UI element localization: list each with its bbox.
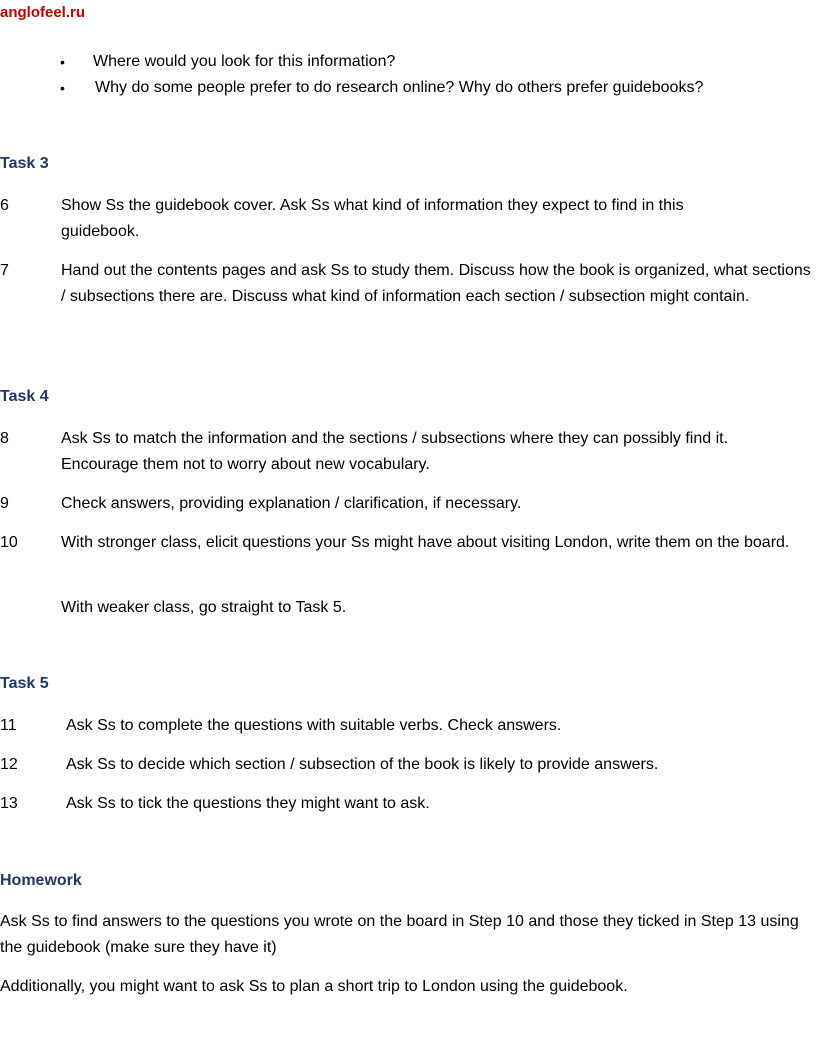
step-text: Hand out the contents pages and ask Ss to study them. Discuss how the book is organized, what sections / subsections there are. Discuss what kind of information each section / subsection might contain. <box>61 262 811 305</box>
homework-paragraph: Additionally, you might want to ask Ss to plan a short trip to London using the guidebook. <box>0 978 628 995</box>
task5-heading: Task 5 <box>0 675 49 692</box>
task3-heading: Task 3 <box>0 155 49 172</box>
homework-heading: Homework <box>0 872 82 889</box>
site-watermark: anglofeel.ru <box>0 4 86 21</box>
step-number: 6 <box>0 197 9 214</box>
step-number: 10 <box>0 534 18 551</box>
step-text: With stronger class, elicit questions your Ss might have about visiting London, write them on the board. <box>61 534 790 551</box>
bullet-icon: • <box>60 54 65 70</box>
step-number: 8 <box>0 430 9 447</box>
task4-heading: Task 4 <box>0 388 49 405</box>
bullet-text: Why do some people prefer to do research online? Why do others prefer guidebooks? <box>95 79 704 96</box>
step-text: Ask Ss to tick the questions they might want to ask. <box>66 795 430 812</box>
step-note-text: With weaker class, go straight to Task 5. <box>61 599 347 616</box>
step-number: 13 <box>0 795 18 812</box>
step-text: Ask Ss to decide which section / subsection of the book is likely to provide answers. <box>66 756 659 773</box>
step-number: 12 <box>0 756 18 773</box>
step-text: Show Ss the guidebook cover. Ask Ss what kind of information they expect to find in this guidebook. <box>61 197 684 240</box>
step-text: Ask Ss to complete the questions with suitable verbs. Check answers. <box>66 717 562 734</box>
step-number: 7 <box>0 262 9 279</box>
bullet-icon: • <box>60 80 65 96</box>
step-number: 9 <box>0 495 9 512</box>
step-text: Ask Ss to match the information and the sections / subsections where they can possibly find it. Encourage them not to worry about new vocabulary. <box>61 430 729 473</box>
bullet-text: Where would you look for this information? <box>93 53 396 70</box>
step-text: Check answers, providing explanation / clarification, if necessary. <box>61 495 522 512</box>
homework-paragraph: Ask Ss to find answers to the questions you wrote on the board in Step 10 and those they ticked in Step 13 using the guidebook (make sure they have it) <box>0 913 799 956</box>
step-number: 11 <box>0 717 17 734</box>
